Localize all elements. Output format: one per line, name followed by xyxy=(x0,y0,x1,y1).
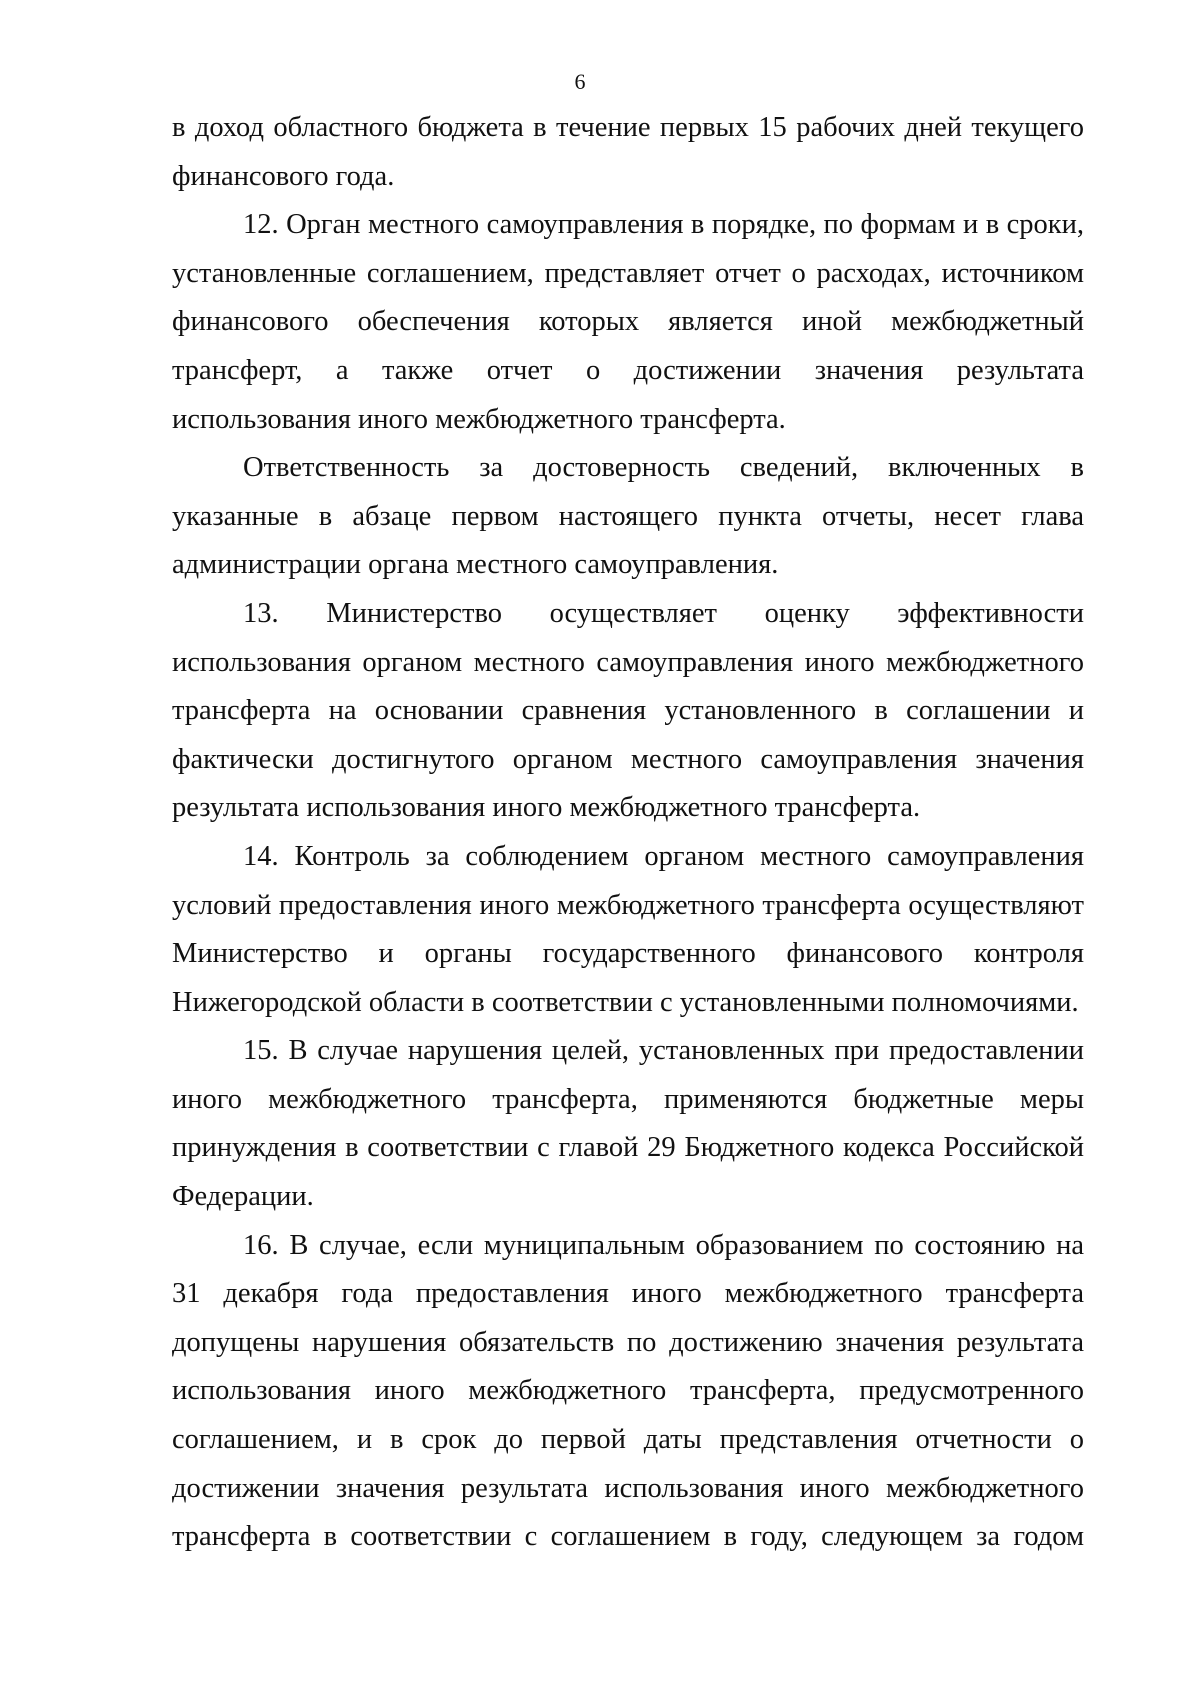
paragraph-continuation: в доход областного бюджета в течение первых 15 рабочих дней текущего финансового года. xyxy=(172,112,1084,192)
paragraph-item-15: 15. В случае нарушения целей, установленных при предоставлении иного межбюджетного трансферта, применяются бюджетные меры принуждения в соответствии с главой 29 Бюджетного кодекса Российской Федерации. xyxy=(172,1035,1084,1213)
paragraph-item-13: 13. Министерство осуществляет оценку эффективности использования органом местного самоуправления иного межбюджетного трансферта на основании сравнения установленного в соглашении и фактически достигнутого органом местного самоуправления значения результата использования иного межбюджетного трансферта. xyxy=(172,597,1084,824)
document-body xyxy=(172,104,1084,1562)
paragraph-item-16: 16. В случае, если муниципальным образованием по состоянию на 31 декабря года предоставления иного межбюджетного трансферта допущены нарушения обязательств по достижению значения результата использования иного межбюджетного трансферта, предусмотренного соглашением, и в срок до первой даты представления отчетности о достижении значения результата использования иного межбюджетного трансферта в соответствии с соглашением в году, следующем за годом xyxy=(172,1229,1084,1553)
paragraph-item-14: 14. Контроль за соблюдением органом местного самоуправления условий предоставления иного межбюджетного трансферта осуществляют Министерство и органы государственного финансового контроля Нижегородской области в соответствии с установленными полномочиями. xyxy=(172,840,1084,1018)
page-number: 6 xyxy=(574,69,586,94)
paragraph-responsibility: Ответственность за достоверность сведений, включенных в указанные в абзаце первом настоящего пункта отчеты, несет глава администрации органа местного самоуправления. xyxy=(172,452,1084,581)
paragraph-item-12: 12. Орган местного самоуправления в порядке, по формам и в сроки, установленные соглашением, представляет отчет о расходах, источником финансового обеспечения которых является иной межбюджетный трансферт, а также отчет о достижении значения результата использования иного межбюджетного трансферта. xyxy=(172,209,1084,435)
